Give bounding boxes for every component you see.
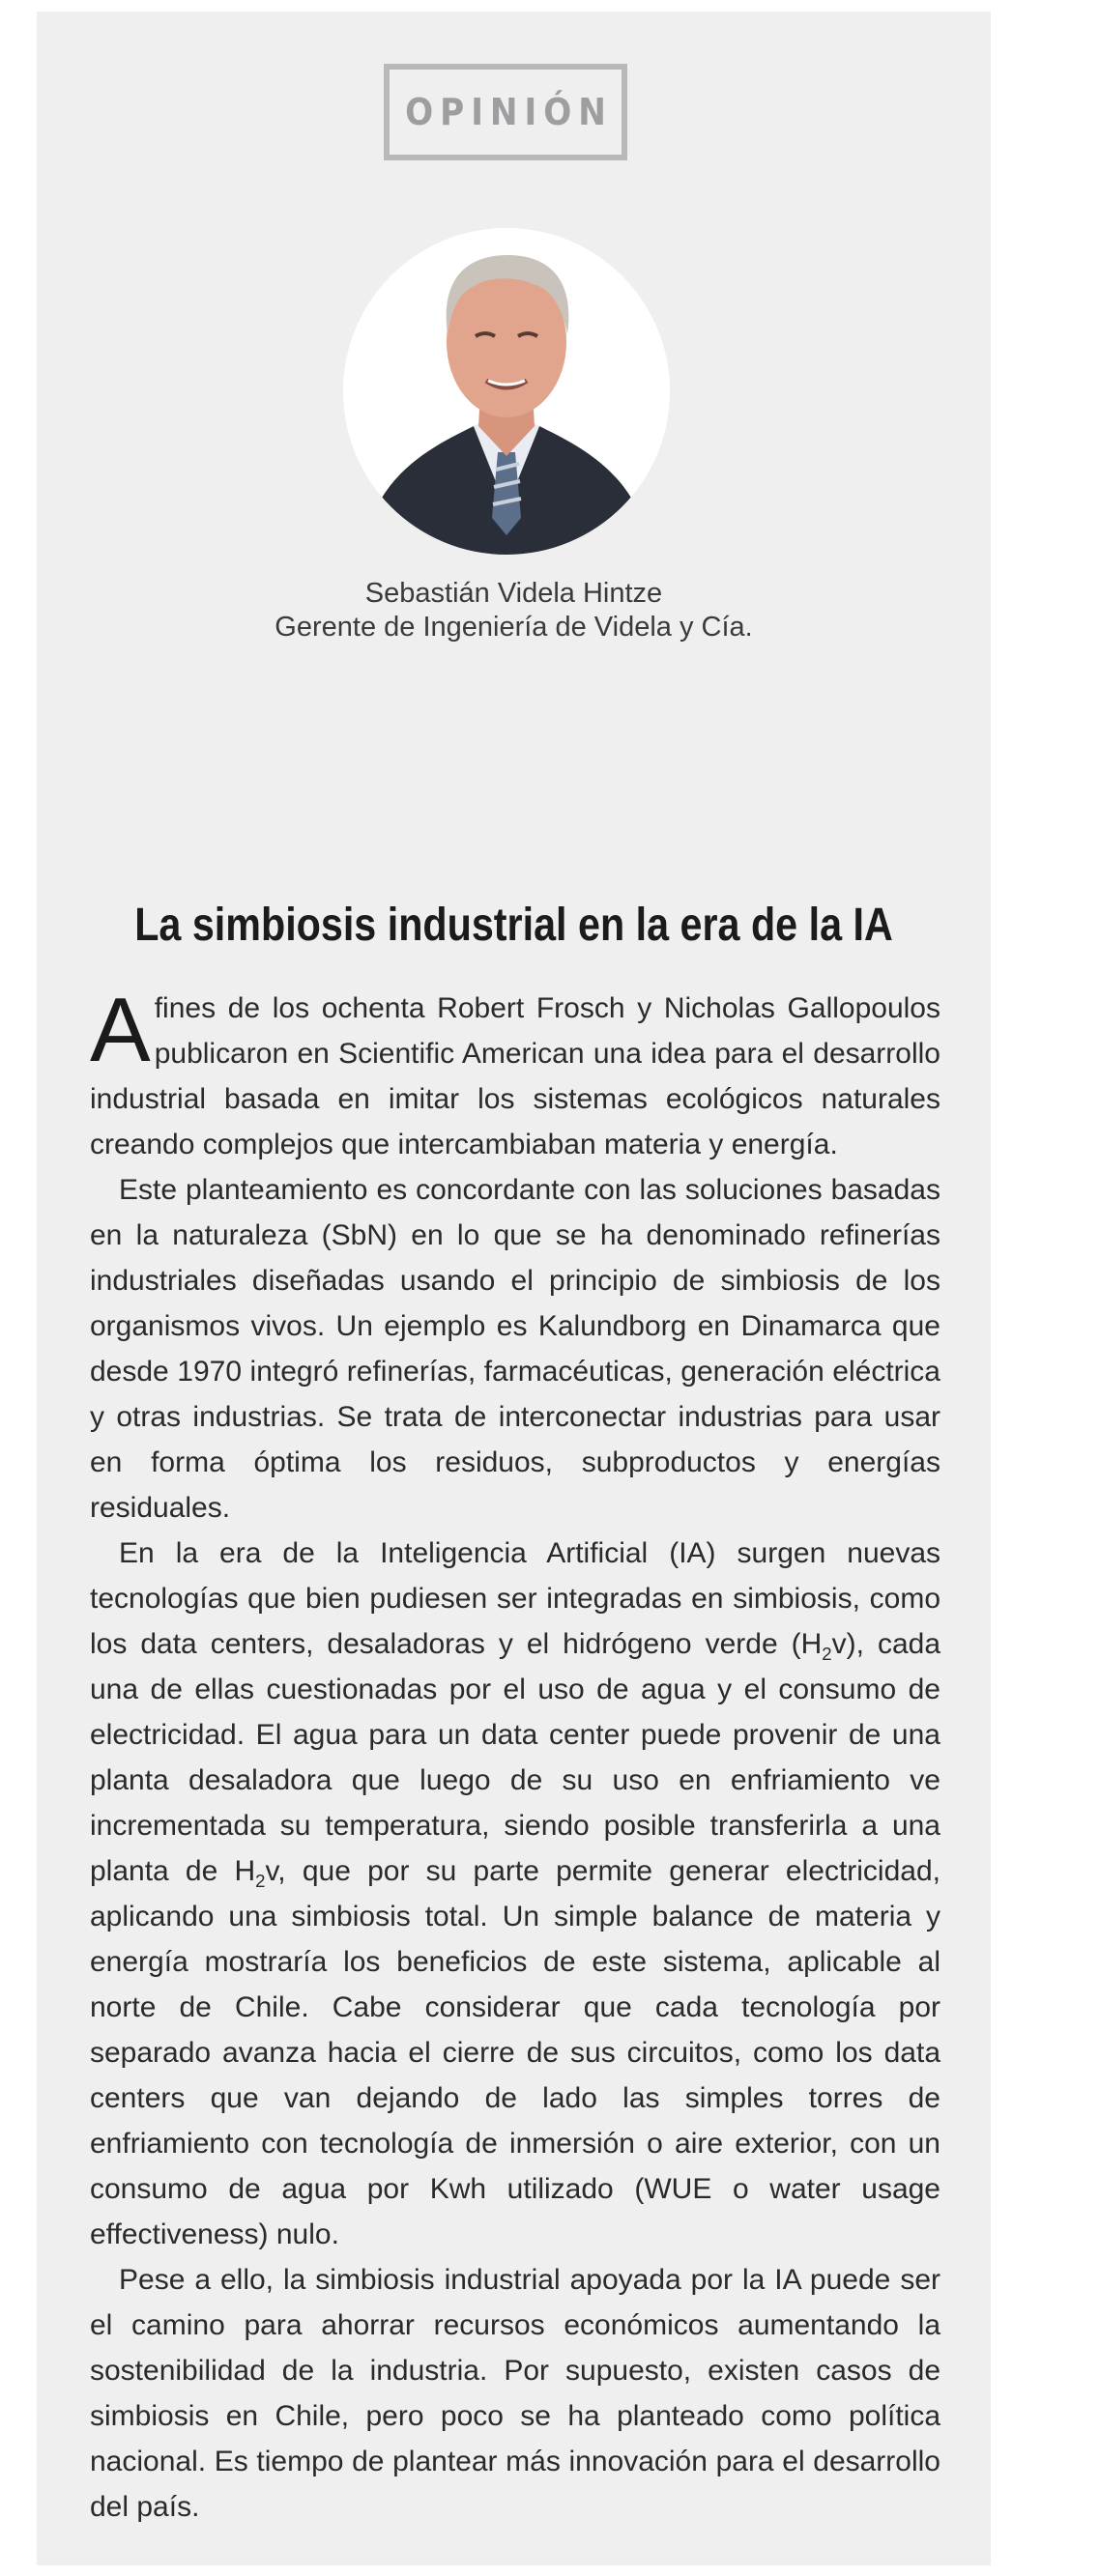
article-panel	[37, 12, 991, 2565]
section-tag	[384, 64, 627, 160]
article-body	[90, 979, 941, 2530]
author-portrait-icon	[343, 228, 670, 555]
author-name: Sebastián Videla Hintze	[364, 578, 663, 609]
paragraph-3-text-b: v), cada una de ellas cuestionadas por el uso de agua y el consumo de electricidad. El agua para un data center puede provenir de una planta desaladora que luego de su uso en enfriamiento ve incrementada su temperatura, siendo posible transferirla a una planta de H	[90, 1628, 941, 1887]
article-paragraph-3	[90, 1531, 940, 2257]
paragraph-3-text-a: En la era de la Inteligencia Artificial (IA) surgen nuevas tecnologías que bien pudiesen ser integradas en simbiosis, como los data centers, desaladoras y el hidrógeno verde (H	[90, 1537, 940, 1660]
article-paragraph-1	[90, 979, 940, 1167]
drop-cap: A	[90, 979, 151, 1080]
section-tag-label: OPINIÓN	[405, 91, 613, 133]
article-paragraph-4: Pese a ello, la simbiosis industrial apoyada por la IA puede ser el camino para ahorrar recursos económicos aumentando la sostenibilidad de la industria. Por supuesto, existen casos de simbiosis en Chile, pero poco se ha planteado como política nacional. Es tiempo de plantear más innovación para el desarrollo del país.	[90, 2264, 940, 2523]
author-byline	[37, 577, 991, 644]
author-role: Gerente de Ingeniería de Videla y Cía.	[275, 612, 753, 643]
article-headline: La simbiosis industrial en la era de la IA	[134, 900, 893, 951]
paragraph-1-text: fines de los ochenta Robert Frosch y Nicholas Gallopoulos publicaron en Scientific American una idea para el desarrollo industrial basada en imitar los sistemas ecológicos naturales creando complejos que intercambiaban materia y energía.	[90, 992, 940, 1160]
subscript-2: 2	[255, 1871, 266, 1891]
subscript-2: 2	[822, 1644, 832, 1664]
paragraph-3-text-c: v, que por su parte permite generar electricidad, aplicando una simbiosis total. Un simple balance de materia y energía mostraría los beneficios de este sistema, aplicable al norte de Chile. Cabe considerar que cada tecnología por separado avanza hacia el cierre de sus circuitos, como los data centers que van dejando de lado las simples torres de enfriamiento con tecnología de inmersión o aire exterior, con un consumo de agua por Kwh utilizado (WUE o water usage effectiveness) nulo.	[90, 1855, 940, 2250]
article-paragraph-2: Este planteamiento es concordante con las soluciones basadas en la naturaleza (SbN) en lo que se ha denominado refinerías industriales diseñadas usando el principio de simbiosis de los organismos vivos. Un ejemplo es Kalundborg en Dinamarca que desde 1970 integró refinerías, farmacéuticas, generación eléctrica y otras industrias. Se trata de interconectar industrias para usar en forma óptima los residuos, subproductos y energías residuales.	[90, 1174, 940, 1524]
author-photo	[343, 228, 670, 555]
